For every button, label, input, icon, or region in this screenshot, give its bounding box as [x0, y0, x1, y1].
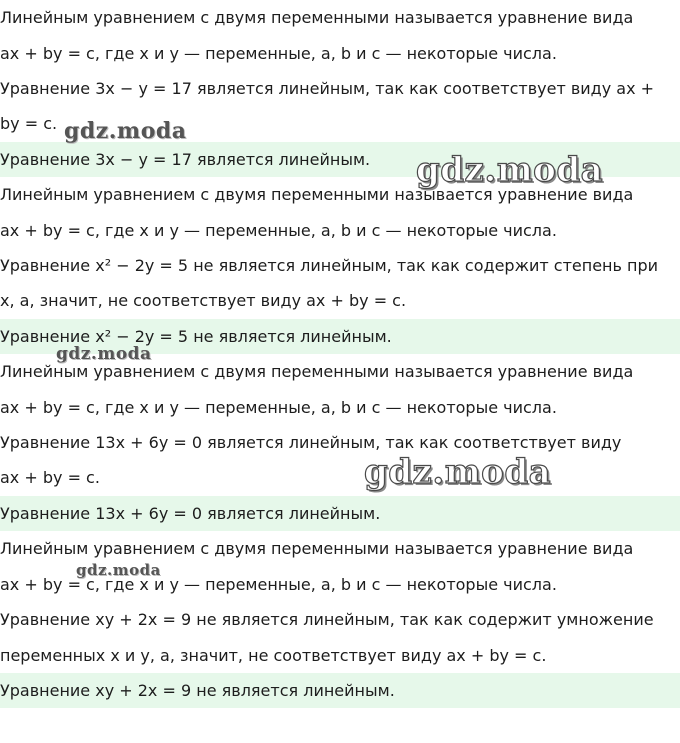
reason-line: by = c.	[0, 114, 58, 133]
reason-line: ax + by = c.	[0, 468, 100, 487]
reason-line: переменных x и y, а, значит, не соответствует виду ax + by = c.	[0, 646, 547, 665]
answer-line: Уравнение x² − 2y = 5 не является линейным.	[0, 319, 680, 354]
reason-line: Уравнение x² − 2y = 5 не является линейным, так как содержит степень при	[0, 256, 659, 275]
watermark-logo: gdz.moda	[364, 452, 552, 492]
reason-line: x, а, значит, не соответствует виду ax + by = c.	[0, 291, 407, 310]
definition-line: ax + by = c, где x и y — переменные, a, b и c — некоторые числа.	[0, 575, 557, 594]
watermark-logo: gdz.moda	[64, 118, 187, 144]
answer-line: Уравнение 13x + 6y = 0 является линейным.	[0, 496, 680, 531]
reason-line: Уравнение 13x + 6y = 0 является линейным, так как соответствует виду	[0, 433, 622, 452]
definition-line: Линейным уравнением с двумя переменными называется уравнение вида	[0, 185, 634, 204]
answer-line: Уравнение xy + 2x = 9 не является линейным.	[0, 673, 680, 708]
definition-line: ax + by = c, где x и y — переменные, a, b и c — некоторые числа.	[0, 398, 557, 417]
definition-line: Линейным уравнением с двумя переменными называется уравнение вида	[0, 362, 634, 381]
definition-line: Линейным уравнением с двумя переменными называется уравнение вида	[0, 8, 634, 27]
definition-line: ax + by = c, где x и y — переменные, a, b и c — некоторые числа.	[0, 221, 557, 240]
definition-line: Линейным уравнением с двумя переменными называется уравнение вида	[0, 539, 634, 558]
reason-line: Уравнение 3x − y = 17 является линейным, так как соответствует виду ax +	[0, 79, 655, 98]
answer-line: Уравнение 3x − y = 17 является линейным.	[0, 142, 680, 177]
watermark-logo: gdz.moda	[416, 150, 604, 190]
reason-line: Уравнение xy + 2x = 9 не является линейным, так как содержит умножение	[0, 610, 654, 629]
watermark-logo: gdz.moda	[56, 344, 152, 364]
definition-line: ax + by = c, где x и y — переменные, a, b и c — некоторые числа.	[0, 44, 557, 63]
watermark-logo: gdz.moda	[76, 561, 161, 579]
